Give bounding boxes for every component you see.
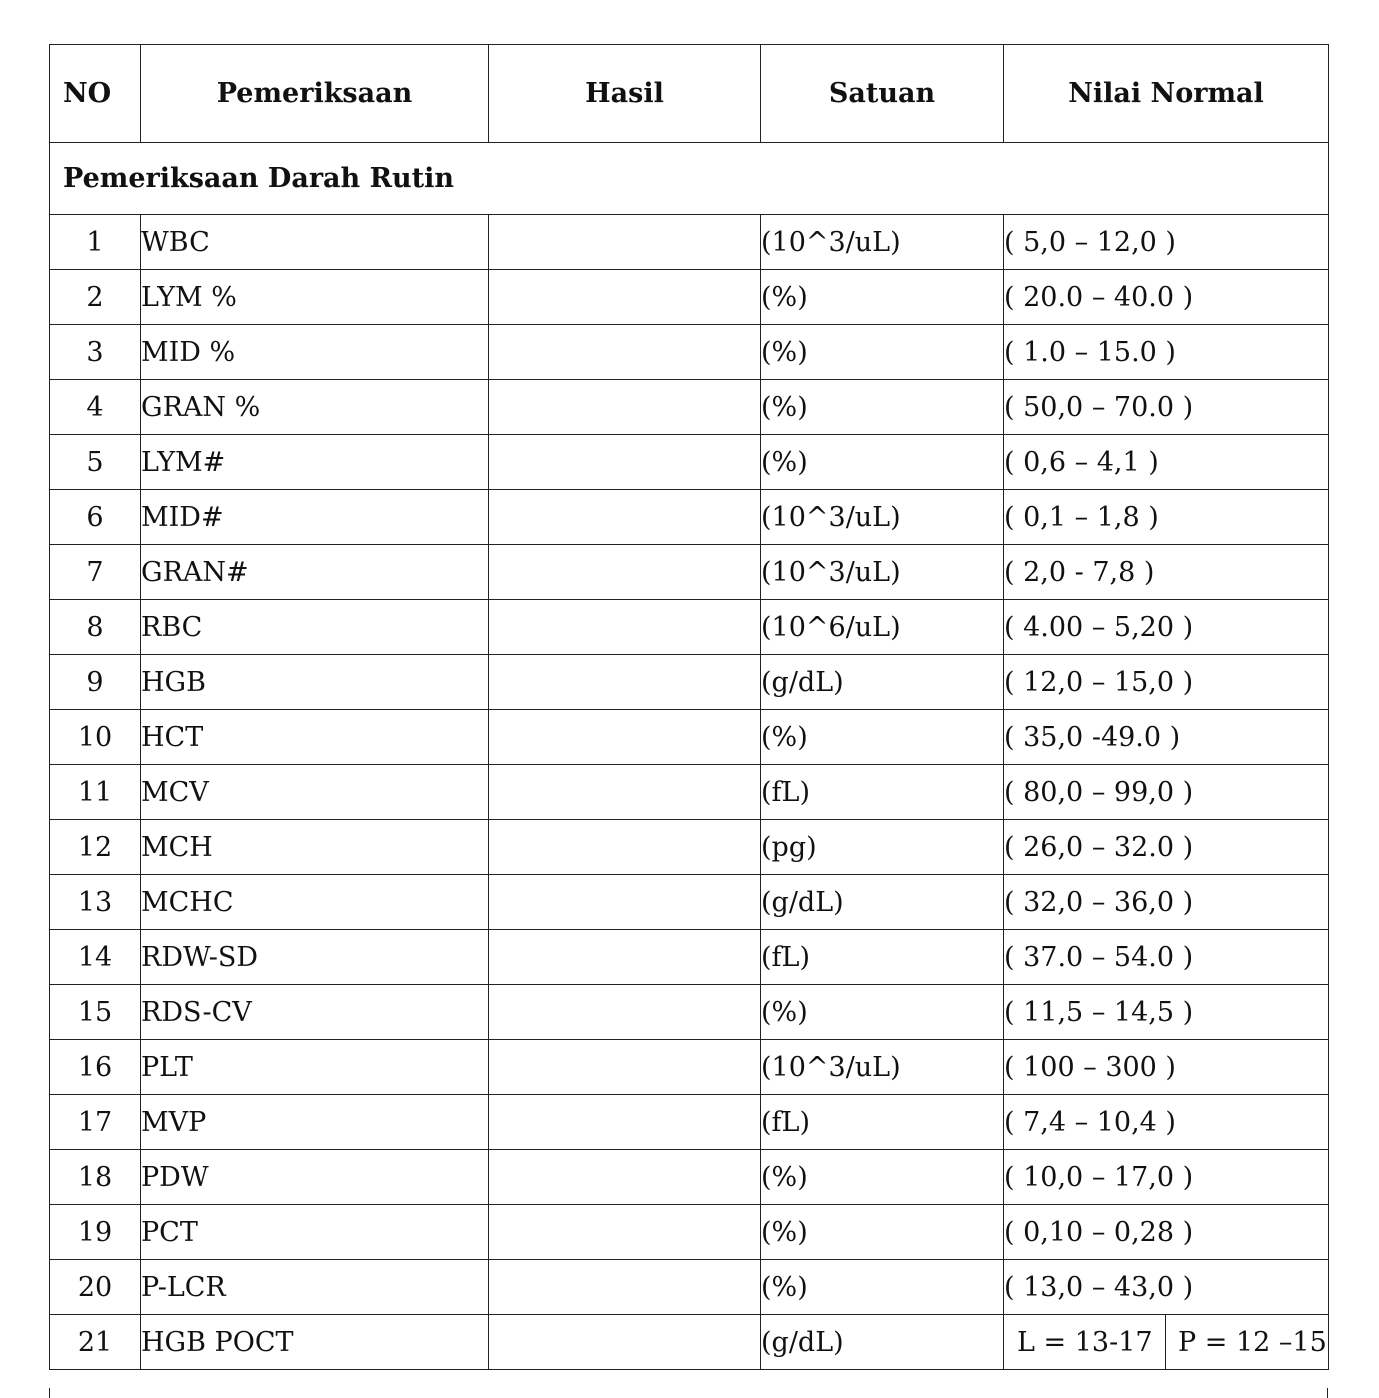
row-normal: ( 1.0 – 15.0 ) [1004,325,1329,380]
table-row [50,600,1329,655]
row-normal: ( 100 – 300 ) [1004,1040,1329,1095]
row-no: 12 [50,820,141,875]
row-unit: (%) [761,380,1004,435]
table-row [50,545,1329,600]
row-result-cell[interactable] [489,270,761,325]
table-row [50,1040,1329,1095]
row-exam: HGB [141,655,489,710]
row-normal: ( 0,6 – 4,1 ) [1004,435,1329,490]
row-result-cell[interactable] [489,1040,761,1095]
row-normal: ( 2,0 - 7,8 ) [1004,545,1329,600]
row-no: 10 [50,710,141,765]
row-unit: (10^3/uL) [761,215,1004,270]
table-row [50,1095,1329,1150]
row-unit: (g/dL) [761,1315,1004,1370]
header-exam: Pemeriksaan [141,45,489,143]
row-result-cell[interactable] [489,600,761,655]
row-exam: MVP [141,1095,489,1150]
row-no: 17 [50,1095,141,1150]
row-exam: RDS-CV [141,985,489,1040]
row-no: 16 [50,1040,141,1095]
row-exam: GRAN % [141,380,489,435]
row-result-cell[interactable] [489,985,761,1040]
row-unit: (g/dL) [761,875,1004,930]
row-normal: ( 20.0 – 40.0 ) [1004,270,1329,325]
row-unit: (10^3/uL) [761,490,1004,545]
row-normal: ( 32,0 – 36,0 ) [1004,875,1329,930]
table-continuation [49,1388,1328,1398]
row-no: 6 [50,490,141,545]
header-result: Hasil [489,45,761,143]
row-no: 7 [50,545,141,600]
row-unit: (10^3/uL) [761,545,1004,600]
row-result-cell[interactable] [489,1260,761,1315]
row-unit: (10^6/uL) [761,600,1004,655]
normal-female: P = 12 –15 [1178,1326,1327,1358]
row-result-cell[interactable] [489,435,761,490]
row-normal: ( 13,0 – 43,0 ) [1004,1260,1329,1315]
table-row [50,1205,1329,1260]
header-no: NO [50,45,141,143]
row-exam: RDW-SD [141,930,489,985]
row-no: 18 [50,1150,141,1205]
row-normal: ( 10,0 – 17,0 ) [1004,1150,1329,1205]
row-unit: (%) [761,985,1004,1040]
row-result-cell[interactable] [489,1095,761,1150]
table-row [50,325,1329,380]
row-normal: ( 12,0 – 15,0 ) [1004,655,1329,710]
row-exam: RBC [141,600,489,655]
row-exam: MCH [141,820,489,875]
row-result-cell[interactable] [489,545,761,600]
row-exam: HCT [141,710,489,765]
row-result-cell[interactable] [489,490,761,545]
row-result-cell[interactable] [489,1150,761,1205]
row-no: 21 [50,1315,141,1370]
row-exam: PDW [141,1150,489,1205]
row-exam: LYM# [141,435,489,490]
row-normal: ( 50,0 – 70.0 ) [1004,380,1329,435]
table-row [50,985,1329,1040]
row-no: 13 [50,875,141,930]
row-no: 1 [50,215,141,270]
row-result-cell[interactable] [489,710,761,765]
header-unit: Satuan [761,45,1004,143]
table-header-row [50,45,1329,143]
row-result-cell[interactable] [489,930,761,985]
table-row [50,655,1329,710]
table-row [50,215,1329,270]
row-result-cell[interactable] [489,215,761,270]
table-row [50,270,1329,325]
row-result-cell[interactable] [489,1315,761,1370]
row-exam: LYM % [141,270,489,325]
row-no: 11 [50,765,141,820]
table-row [50,1150,1329,1205]
row-unit: (%) [761,1260,1004,1315]
row-no: 9 [50,655,141,710]
row-no: 2 [50,270,141,325]
row-no: 20 [50,1260,141,1315]
header-normal: Nilai Normal [1004,45,1329,143]
row-normal: ( 0,1 – 1,8 ) [1004,490,1329,545]
row-normal-split [1004,1315,1329,1370]
row-unit: (fL) [761,1095,1004,1150]
table-body [50,215,1329,1315]
table-row [50,875,1329,930]
row-result-cell[interactable] [489,820,761,875]
row-result-cell[interactable] [489,1205,761,1260]
table-row [50,380,1329,435]
lab-form [49,44,1328,1370]
row-exam: MID % [141,325,489,380]
row-normal: ( 4.00 – 5,20 ) [1004,600,1329,655]
row-exam: WBC [141,215,489,270]
table-row [50,930,1329,985]
row-unit: (10^3/uL) [761,1040,1004,1095]
table-row [50,710,1329,765]
table-row [50,490,1329,545]
row-unit: (g/dL) [761,655,1004,710]
row-unit: (pg) [761,820,1004,875]
table-row [50,435,1329,490]
row-no: 19 [50,1205,141,1260]
row-result-cell[interactable] [489,325,761,380]
row-normal: ( 0,10 – 0,28 ) [1004,1205,1329,1260]
row-normal: ( 80,0 – 99,0 ) [1004,765,1329,820]
row-normal: ( 5,0 – 12,0 ) [1004,215,1329,270]
row-no: 3 [50,325,141,380]
normal-male: L = 13-17 [1004,1315,1166,1369]
row-exam: PLT [141,1040,489,1095]
row-exam: PCT [141,1205,489,1260]
row-result-cell[interactable] [489,765,761,820]
table-row [50,1260,1329,1315]
row-result-cell[interactable] [489,380,761,435]
row-unit: (%) [761,710,1004,765]
row-unit: (fL) [761,930,1004,985]
row-normal: ( 26,0 – 32.0 ) [1004,820,1329,875]
row-exam: P-LCR [141,1260,489,1315]
lab-results-table [49,44,1329,1370]
row-exam: GRAN# [141,545,489,600]
row-exam: MCV [141,765,489,820]
section-title: Pemeriksaan Darah Rutin [50,143,1329,215]
table-row-last [50,1315,1329,1370]
row-unit: (%) [761,435,1004,490]
row-unit: (%) [761,1150,1004,1205]
row-normal: ( 35,0 -49.0 ) [1004,710,1329,765]
row-no: 5 [50,435,141,490]
row-normal: ( 11,5 – 14,5 ) [1004,985,1329,1040]
row-no: 15 [50,985,141,1040]
table-row [50,820,1329,875]
row-unit: (fL) [761,765,1004,820]
row-unit: (%) [761,270,1004,325]
table-row [50,765,1329,820]
row-exam: HGB POCT [141,1315,489,1370]
row-result-cell[interactable] [489,655,761,710]
row-no: 14 [50,930,141,985]
row-normal: ( 37.0 – 54.0 ) [1004,930,1329,985]
section-row [50,143,1329,215]
row-no: 4 [50,380,141,435]
row-unit: (%) [761,1205,1004,1260]
row-result-cell[interactable] [489,875,761,930]
row-exam: MCHC [141,875,489,930]
row-no: 8 [50,600,141,655]
row-unit: (%) [761,325,1004,380]
row-exam: MID# [141,490,489,545]
row-normal: ( 7,4 – 10,4 ) [1004,1095,1329,1150]
